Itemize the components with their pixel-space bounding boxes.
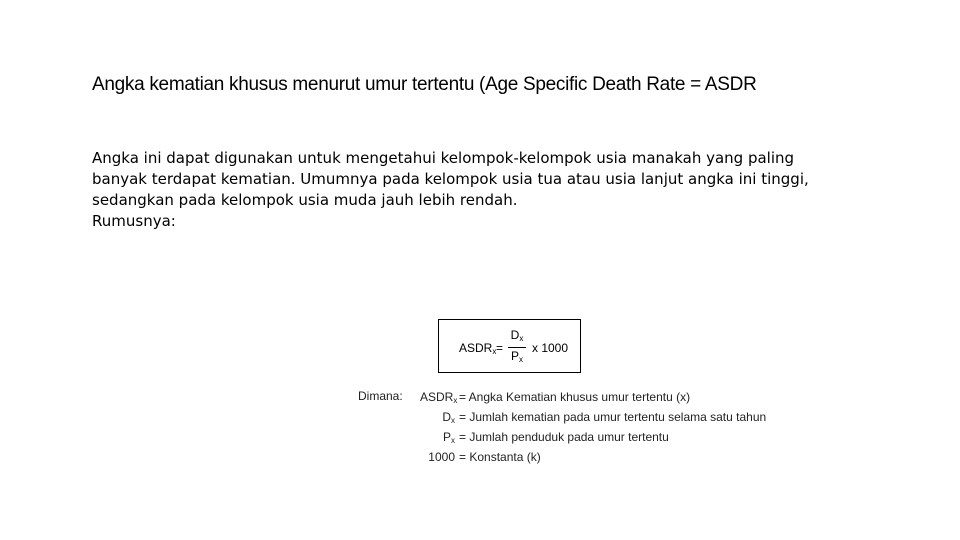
legend-symbol (420, 429, 455, 449)
paragraph-line: Rumusnya: (92, 212, 176, 230)
legend-definition: = Jumlah penduduk pada umur tertentu (459, 430, 669, 444)
legend-row (420, 449, 766, 469)
legend-rows (420, 389, 766, 469)
formula-equals: = (496, 341, 504, 355)
paragraph-line: banyak terdapat kematian. Umumnya pada kelompok usia tua atau usia lanjut angka ini tinggi, (92, 170, 809, 188)
legend-symbol-text: 1000 (428, 450, 455, 464)
legend-symbol-text: D (442, 410, 451, 424)
legend-symbol-text: ASDR (420, 390, 454, 404)
formula-numerator-text: D (510, 328, 520, 342)
legend-definition: = Jumlah kematian pada umur tertentu selama satu tahun (459, 410, 767, 424)
formula-denominator-sub: x (519, 355, 523, 364)
legend-row (420, 429, 766, 449)
legend-symbol-text: P (442, 430, 451, 444)
formula-numerator (508, 328, 526, 346)
slide-paragraph (92, 148, 892, 232)
formula-numerator-sub: x (519, 334, 524, 343)
asdr-formula-box (438, 319, 581, 373)
formula-denominator (508, 349, 526, 367)
formula-multiplier: x 1000 (532, 341, 569, 355)
formula-lhs (459, 341, 496, 356)
legend-symbol-sub: x (451, 436, 455, 445)
legend-symbol (420, 409, 455, 429)
paragraph-line: Angka ini dapat digunakan untuk mengetahui kelompok-kelompok usia manakah yang paling (92, 149, 795, 167)
legend-definition: = Konstanta (k) (459, 450, 541, 464)
legend-definition: = Angka Kematian khusus umur tertentu (x) (459, 390, 691, 404)
legend-symbol (420, 449, 455, 469)
formula-fraction (508, 328, 526, 367)
paragraph-line: sedangkan pada kelompok usia muda jauh lebih rendah. (92, 191, 518, 209)
legend-row (420, 409, 766, 429)
legend-symbol-sub: x (453, 396, 458, 405)
legend-row (420, 389, 766, 409)
legend-symbol (420, 389, 458, 409)
formula-lhs-sub: x (492, 347, 497, 356)
legend-symbol-sub: x (451, 416, 455, 425)
formula-lhs-text: ASDR (459, 341, 493, 355)
formula-denominator-text: P (510, 349, 519, 363)
slide-title: Angka kematian khusus menurut umur tertentu (Age Specific Death Rate = ASDR (92, 74, 757, 95)
legend-label: Dimana: (358, 389, 403, 403)
fraction-bar (508, 347, 526, 348)
